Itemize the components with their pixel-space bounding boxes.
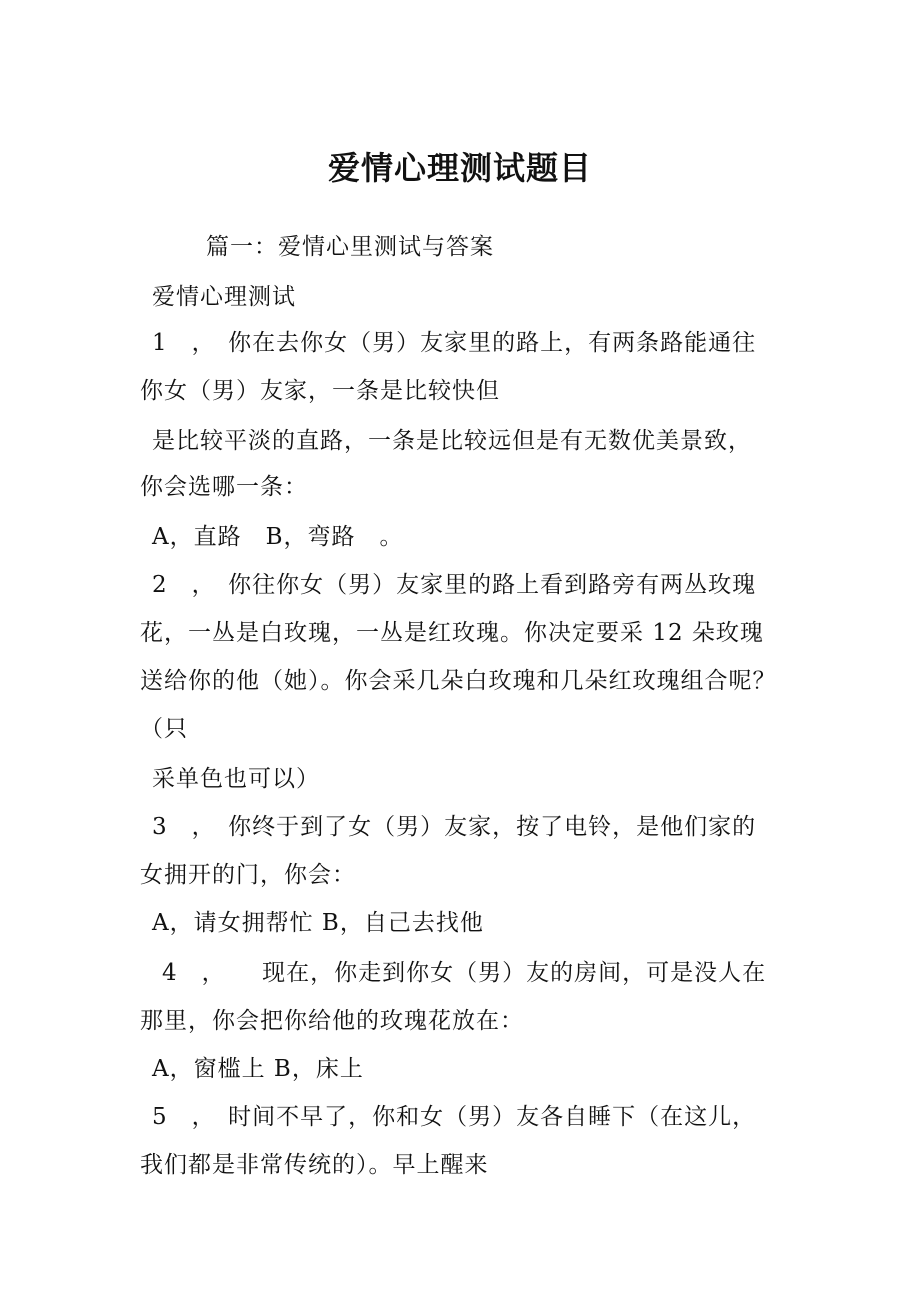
question-4-line-2: 那里，你会把你给他的玫瑰花放在： <box>140 1008 524 1034</box>
question-2-line-3: 送给你的他（她）。你会采几朵白玫瑰和几朵红玫瑰组合呢？ <box>140 668 777 694</box>
question-1-line-3: 是比较平淡的直路，一条是比较远但是有无数优美景致， <box>152 428 752 454</box>
question-3-line-1: 3 ， 你终于到了女（男）友家，按了电铃，是他们家的 <box>152 814 757 840</box>
question-1-line-4: 你会选哪一条： <box>140 474 308 500</box>
question-2-line-4: （只 <box>140 716 188 742</box>
question-4-options: A，窗槛上 B，床上 <box>152 1056 364 1082</box>
question-1-line-2: 你女（男）友家，一条是比较快但 <box>140 378 500 404</box>
subheading: 爱情心理测试 <box>152 284 296 310</box>
question-2-line-5: 采单色也可以） <box>152 766 320 792</box>
question-5-line-2: 我们都是非常传统的）。早上醒来 <box>140 1152 489 1178</box>
question-3-options: A，请女拥帮忙 B，自己去找他 <box>152 910 484 936</box>
question-1-options: A，直路 B，弯路 。 <box>152 524 404 550</box>
question-2-line-2: 花，一丛是白玫瑰，一丛是红玫瑰。你决定要采 12 朵玫瑰 <box>140 620 764 646</box>
document-title: 爱情心理测试题目 <box>327 149 592 187</box>
question-3-line-2: 女拥开的门，你会： <box>140 862 356 888</box>
question-2-line-1: 2 ， 你往你女（男）友家里的路上看到路旁有两丛玫瑰 <box>152 572 757 598</box>
section-heading: 篇一：爱情心里测试与答案 <box>206 234 494 260</box>
question-5-line-1: 5 ， 时间不早了，你和女（男）友各自睡下（在这儿， <box>152 1104 757 1130</box>
question-4-line-1: 4 ， 现在，你走到你女（男）友的房间，可是没人在 <box>162 960 767 986</box>
question-1-line-1: 1 ， 你在去你女（男）友家里的路上，有两条路能通往 <box>152 330 757 356</box>
